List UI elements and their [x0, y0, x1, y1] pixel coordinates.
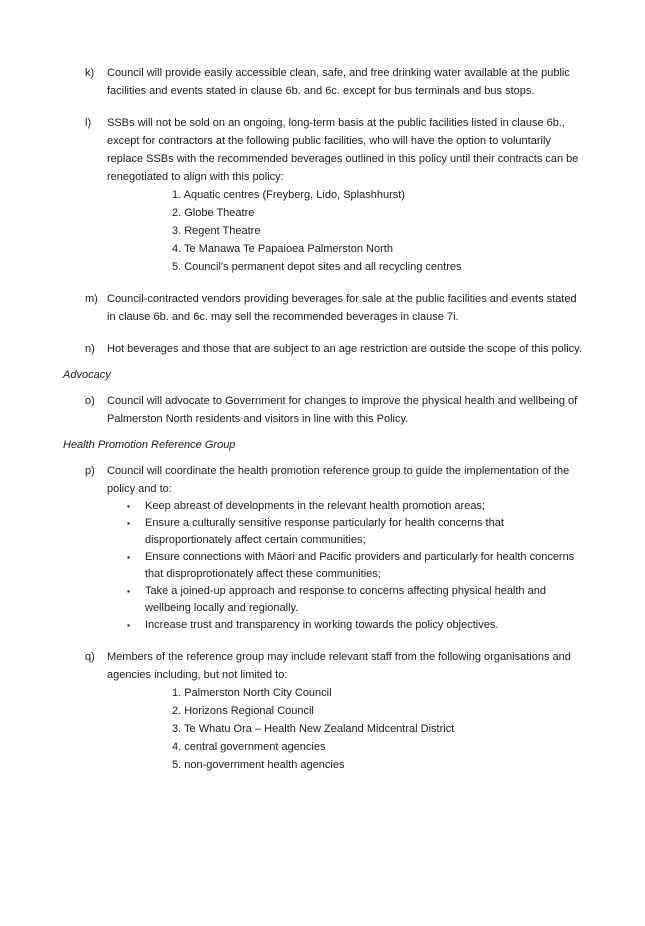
clause-q-text: Members of the reference group may include relevant staff from the following organisations and agencies including, but not limited to:: [107, 651, 571, 681]
clause-l: [85, 114, 603, 276]
clause-o: [85, 392, 603, 428]
clause-n: [85, 340, 603, 358]
square-bullet-icon: ▪: [127, 501, 131, 511]
clause-p-text: Council will coordinate the health promotion reference group to guide the implementation of the policy and to:: [107, 465, 570, 495]
clause-o-text: Council will advocate to Government for changes to improve the physical health and wellbeing of Palmerston North residents and visitors in line with this Policy.: [107, 395, 578, 425]
list-item: 3. Regent Theatre: [172, 225, 261, 237]
clause-k-label: k): [85, 67, 95, 79]
bullet-item: [127, 617, 585, 634]
clause-n-label: n): [85, 343, 95, 355]
list-item: 3. Te Whatu Ora – Health New Zealand Midcentral District: [172, 723, 455, 735]
square-bullet-icon: ▪: [127, 620, 131, 630]
list-item: 4. Te Manawa Te Papaioea Palmerston North: [172, 243, 393, 255]
bullet-item: [127, 583, 585, 617]
bullet-text: Ensure connections with Māori and Pacific providers and particularly for health concerns that disproprotionately affect these communities;: [145, 551, 575, 580]
clause-l-numbered-list: [172, 186, 585, 276]
list-item: 2. Globe Theatre: [172, 207, 255, 219]
bullet-text: Keep abreast of developments in the relevant health promotion areas;: [145, 500, 485, 512]
clause-p-label: p): [85, 465, 95, 477]
square-bullet-icon: ▪: [127, 552, 131, 562]
list-item: 5. non-government health agencies: [172, 759, 345, 771]
clause-m-label: m): [85, 293, 98, 305]
bullet-item: [127, 515, 585, 549]
clause-o-label: o): [85, 395, 95, 407]
bullet-item: [127, 549, 585, 583]
clause-q-numbered-list: [172, 684, 585, 774]
list-item: 2. Horizons Regional Council: [172, 705, 314, 717]
bullet-text: Ensure a culturally sensitive response particularly for health concerns that disproportionately affect certain communities;: [145, 517, 504, 546]
clause-m-text: Council-contracted vendors providing beverages for sale at the public facilities and events stated in clause 6b. and 6c. may sell the recommended beverages in clause 7i.: [107, 293, 577, 323]
clause-p-bullet-list: [107, 498, 585, 634]
clause-k: [85, 64, 603, 100]
square-bullet-icon: ▪: [127, 586, 131, 596]
clause-k-text: Council will provide easily accessible clean, safe, and free drinking water available at the public facilities and events stated in clause 6b. and 6c. except for bus terminals and bus stops.: [107, 67, 570, 97]
list-item: 1. Palmerston North City Council: [172, 687, 332, 699]
section-heading-reference-group: Health Promotion Reference Group: [63, 439, 236, 451]
clause-n-text: Hot beverages and those that are subject to an age restriction are outside the scope of this policy.: [107, 343, 582, 355]
bullet-item: [127, 498, 585, 515]
section-heading-advocacy: Advocacy: [63, 369, 111, 381]
square-bullet-icon: ▪: [127, 518, 131, 528]
clause-l-label: l): [85, 117, 92, 129]
clause-m: [85, 290, 603, 326]
list-item: 5. Council's permanent depot sites and all recycling centres: [172, 261, 462, 273]
clause-q-label: q): [85, 651, 95, 663]
list-item: 1. Aquatic centres (Freyberg, Lido, Splashhurst): [172, 189, 405, 201]
clause-l-text: SSBs will not be sold on an ongoing, long-term basis at the public facilities listed in clause 6b., except for contractors at the following public facilities, who will have the option to voluntarily replace SSBs with the recommended beverages outlined in this policy until their contracts can be renegotiated to align with this policy:: [107, 117, 579, 183]
clause-q: [85, 648, 603, 774]
list-item: 4. central government agencies: [172, 741, 326, 753]
bullet-text: Increase trust and transparency in working towards the policy objectives.: [145, 619, 499, 631]
clause-p: [85, 462, 603, 634]
bullet-text: Take a joined-up approach and response to concerns affecting physical health and wellbeing locally and regionally.: [145, 585, 546, 614]
